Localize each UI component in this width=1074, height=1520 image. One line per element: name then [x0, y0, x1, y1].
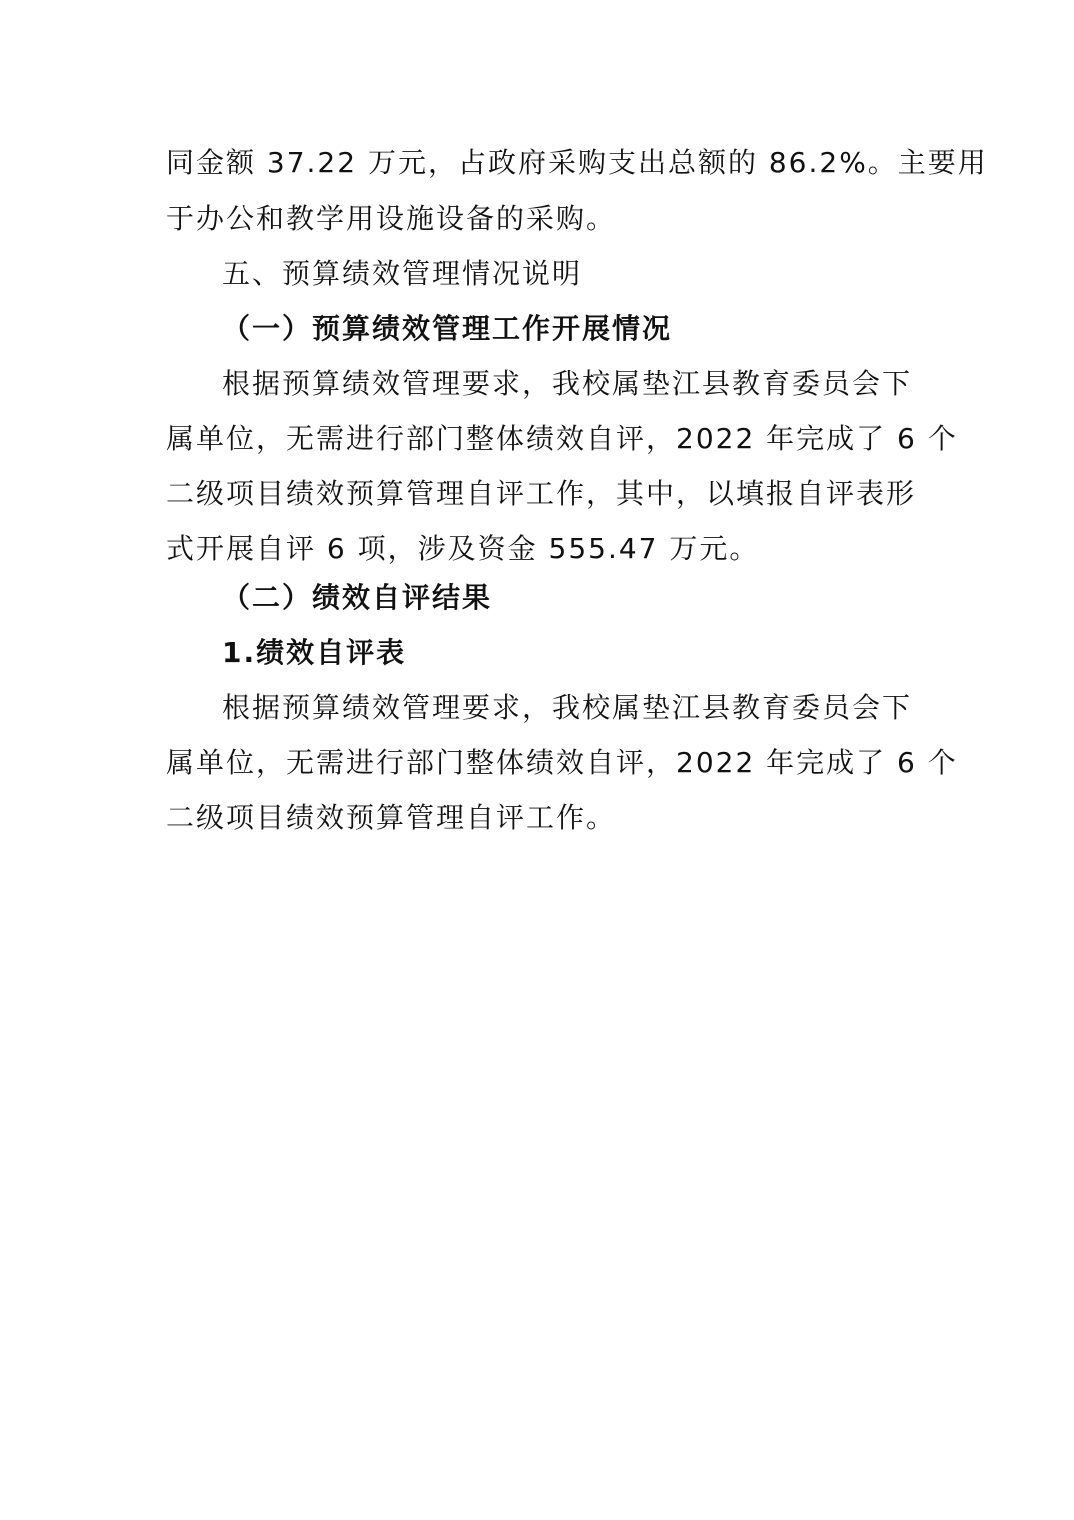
paragraph-line: 属单位，无需进行部门整体绩效自评，2022 年完成了 6 个: [166, 746, 958, 779]
paragraph-line: 根据预算绩效管理要求，我校属垫江县教育委员会下: [222, 367, 913, 400]
paragraph-line: 二级项目绩效预算管理自评工作，其中，以填报自评表形: [166, 477, 917, 510]
paragraph-line: 式开展自评 6 项，涉及资金 555.47 万元。: [166, 532, 760, 565]
paragraph-line: 二级项目绩效预算管理自评工作。: [166, 801, 617, 834]
paragraph-line: 同金额 37.22 万元，占政府采购支出总额的 86.2%。主要用: [166, 146, 988, 179]
paragraph-line: 根据预算绩效管理要求，我校属垫江县教育委员会下: [222, 691, 913, 724]
paragraph-line: 属单位，无需进行部门整体绩效自评，2022 年完成了 6 个: [166, 422, 958, 455]
subsection-heading: （二）绩效自评结果: [222, 581, 493, 614]
paragraph-line: 于办公和教学用设施设备的采购。: [166, 202, 617, 235]
item-heading: 1.绩效自评表: [222, 636, 407, 669]
section-heading: 五、预算绩效管理情况说明: [222, 257, 583, 290]
subsection-heading: （一）预算绩效管理工作开展情况: [222, 312, 673, 345]
